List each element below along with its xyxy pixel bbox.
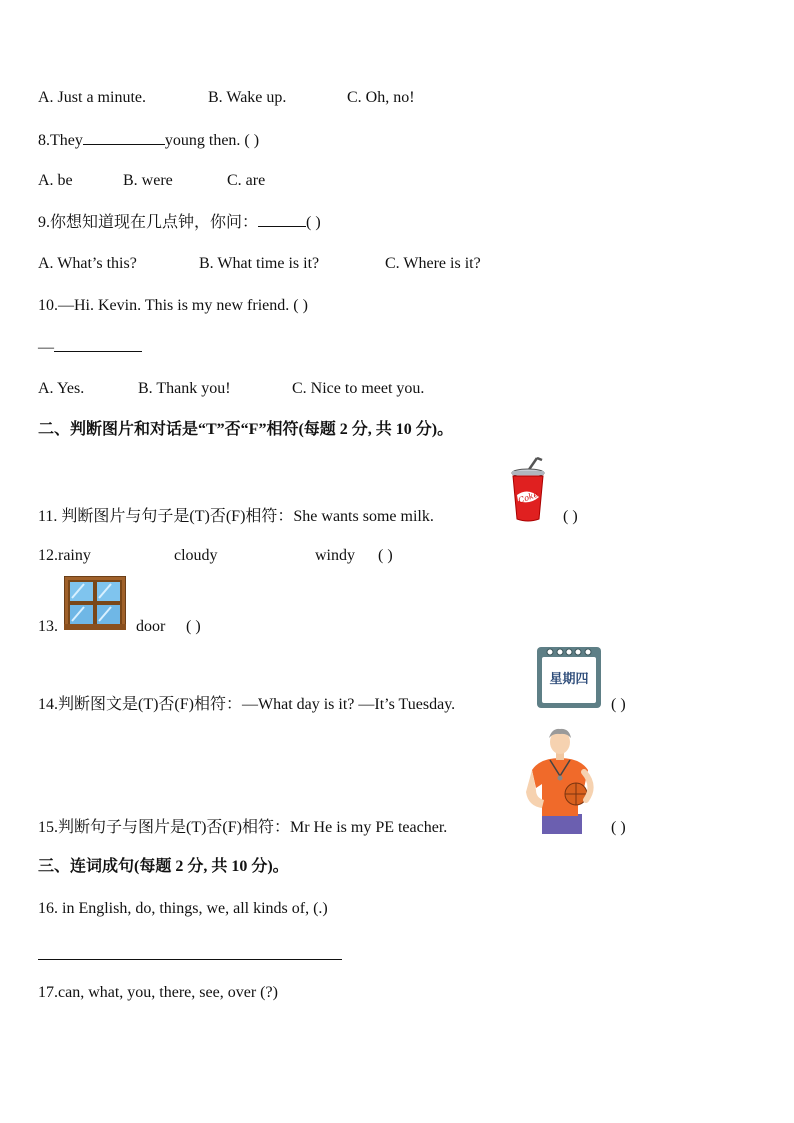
q16-answer-line[interactable] bbox=[38, 959, 342, 960]
calendar-image bbox=[536, 643, 602, 709]
q7-option-b: B. Wake up. bbox=[208, 89, 287, 106]
coke-cup-icon bbox=[508, 457, 548, 523]
q15-answer-paren[interactable]: ( ) bbox=[611, 819, 626, 836]
q12-answer-paren[interactable]: ( ) bbox=[378, 547, 393, 564]
q8-stem-pre: 8.They bbox=[38, 132, 83, 149]
pe-teacher-icon bbox=[522, 728, 598, 834]
coke-cup-label: Coke bbox=[516, 489, 540, 506]
q10-answer-dash: — bbox=[38, 339, 54, 356]
q10-answer-paren[interactable]: ( ) bbox=[293, 297, 308, 314]
q14-text: 14.判断图文是(T)否(F)相符：—What day is it? —It’s Tuesday. bbox=[38, 696, 456, 713]
q12-word-windy: windy bbox=[315, 547, 355, 564]
section2-heading: 二、判断图片和对话是“T”否“F”相符(每题 2 分, 共 10 分)。 bbox=[38, 421, 454, 438]
q7-option-c: C. Oh, no! bbox=[347, 89, 415, 106]
q13-answer-paren[interactable]: ( ) bbox=[186, 618, 201, 635]
q10-answer-blank[interactable] bbox=[54, 337, 142, 352]
q16-text: 16. in English, do, things, we, all kinds of, (.) bbox=[38, 900, 328, 917]
pe-teacher-image bbox=[522, 728, 598, 834]
window-icon bbox=[64, 576, 126, 630]
q12-word-cloudy: cloudy bbox=[174, 547, 218, 564]
window-image bbox=[64, 576, 126, 630]
q7-option-a: A. Just a minute. bbox=[38, 89, 146, 106]
q8-answer-paren[interactable]: ( ) bbox=[244, 132, 260, 149]
q9-answer-blank[interactable] bbox=[258, 212, 306, 227]
q10-option-c: C. Nice to meet you. bbox=[292, 380, 425, 397]
q9-answer-paren[interactable]: ( ) bbox=[306, 214, 321, 231]
q15-text: 15.判断句子与图片是(T)否(F)相符：Mr He is my PE teacher. bbox=[38, 819, 448, 836]
q10-stem-text: 10.—Hi. Kevin. This is my new friend. bbox=[38, 297, 290, 314]
q12-word-rainy: 12.rainy bbox=[38, 547, 91, 564]
q8-option-b: B. were bbox=[123, 172, 173, 189]
calendar-label: 星期四 bbox=[549, 672, 589, 687]
q8-stem bbox=[38, 130, 259, 151]
q9-option-a: A. What’s this? bbox=[38, 255, 137, 272]
q8-option-a: A. be bbox=[38, 172, 73, 189]
q9-stem-text: 9.你想知道现在几点钟，你问： bbox=[38, 214, 259, 231]
q8-answer-blank[interactable] bbox=[83, 130, 165, 145]
q10-option-a: A. Yes. bbox=[38, 380, 85, 397]
q11-text: 11. 判断图片与句子是(T)否(F)相符：She wants some milk. bbox=[38, 508, 434, 525]
section3-heading: 三、连词成句(每题 2 分, 共 10 分)。 bbox=[38, 858, 289, 875]
calendar-icon bbox=[536, 643, 602, 709]
q9-option-b: B. What time is it? bbox=[199, 255, 320, 272]
q9-option-c: C. Where is it? bbox=[385, 255, 481, 272]
q10-answer-line bbox=[38, 337, 142, 358]
q8-option-c: C. are bbox=[227, 172, 266, 189]
q9-stem bbox=[38, 212, 321, 233]
q10-option-b: B. Thank you! bbox=[138, 380, 231, 397]
q13-word-door: door bbox=[136, 618, 166, 635]
q17-text: 17.can, what, you, there, see, over (?) bbox=[38, 984, 278, 1001]
q11-answer-paren[interactable]: ( ) bbox=[563, 508, 578, 525]
coke-cup-image bbox=[508, 457, 548, 523]
q14-answer-paren[interactable]: ( ) bbox=[611, 696, 626, 713]
q8-stem-post: young then. bbox=[164, 132, 241, 149]
q10-stem bbox=[38, 296, 308, 316]
q13-num: 13. bbox=[38, 618, 58, 635]
